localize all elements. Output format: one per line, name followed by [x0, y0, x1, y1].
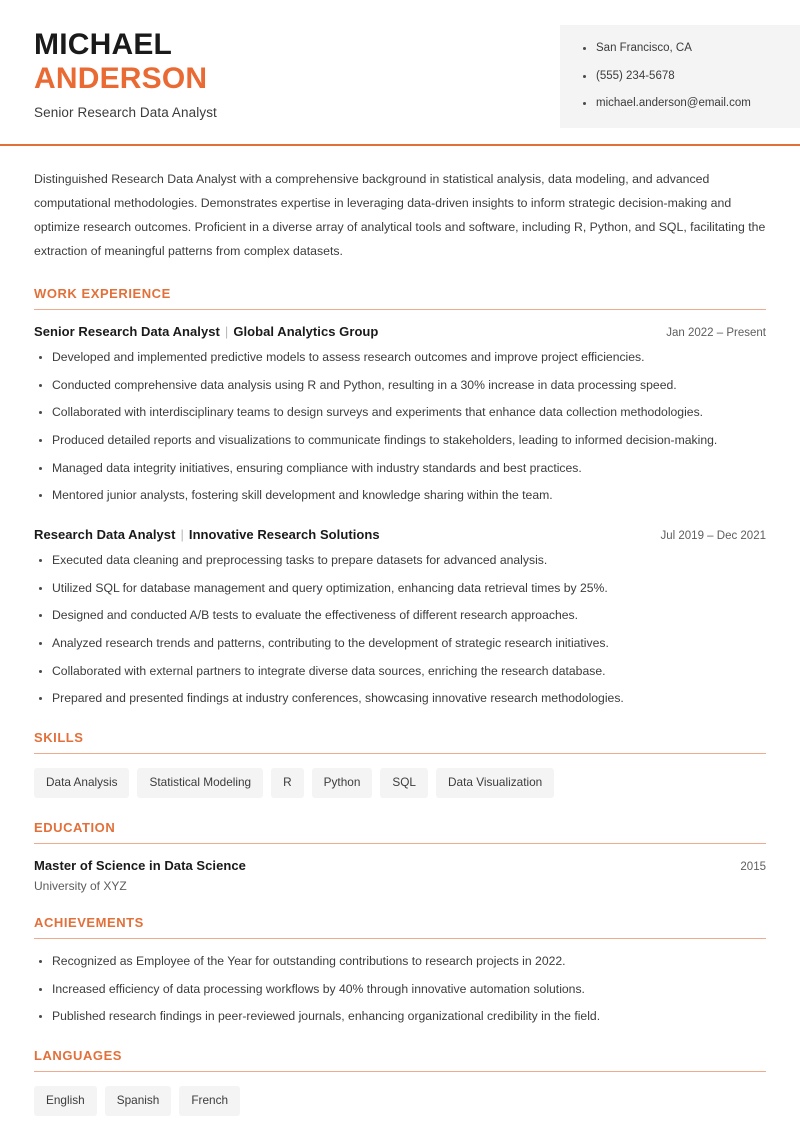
- skill-chip: SQL: [380, 768, 428, 798]
- skill-chip: Statistical Modeling: [137, 768, 263, 798]
- professional-headline: Senior Research Data Analyst: [34, 105, 217, 121]
- section-title-education: EDUCATION: [34, 819, 116, 835]
- section-title-achievements: ACHIEVEMENTS: [34, 914, 144, 930]
- section-divider: [34, 843, 766, 844]
- education-date: 2015: [740, 860, 766, 873]
- work-entry-bullets: [34, 552, 766, 708]
- list-item: Developed and implemented predictive models to assess research outcomes and improve project efficiencies.: [34, 349, 766, 367]
- work-entry: [34, 324, 766, 505]
- work-company: Innovative Research Solutions: [188, 527, 380, 542]
- contact-item-location: San Francisco, CA: [582, 41, 786, 57]
- resume-header: [0, 0, 800, 130]
- work-company: Global Analytics Group: [233, 323, 379, 339]
- section-achievements: [34, 915, 766, 1026]
- section-title-skills: SKILLS: [34, 730, 84, 746]
- work-entry-bullets: [34, 349, 766, 505]
- contact-item-phone[interactable]: (555) 234-5678: [582, 69, 786, 85]
- header-identity: [0, 26, 217, 120]
- section-divider: [34, 938, 766, 939]
- work-role: Research Data Analyst: [34, 527, 176, 542]
- section-divider: [34, 309, 766, 310]
- language-chip: Spanish: [105, 1086, 172, 1116]
- skill-chip: Data Analysis: [34, 768, 129, 798]
- contact-list: [582, 41, 786, 112]
- skill-chip: Python: [312, 768, 373, 798]
- list-item: Designed and conducted A/B tests to evaluate the effectiveness of different research approaches.: [34, 607, 766, 625]
- work-entry-title: [34, 324, 378, 339]
- work-entry-date: Jan 2022 – Present: [666, 326, 766, 339]
- work-entry: [34, 527, 766, 708]
- section-title-languages: LANGUAGES: [34, 1047, 123, 1063]
- achievements-list: [34, 953, 766, 1026]
- header-divider: [0, 144, 800, 146]
- title-separator: |: [224, 323, 229, 339]
- list-item: Collaborated with external partners to integrate diverse data sources, enriching the research database.: [34, 663, 766, 681]
- section-education: [34, 820, 766, 893]
- list-item: Published research findings in peer-reviewed journals, enhancing organizational credibility in the field.: [34, 1008, 766, 1026]
- last-name: ANDERSON: [34, 62, 208, 96]
- list-item: Recognized as Employee of the Year for outstanding contributions to research projects in 2022.: [34, 953, 766, 971]
- work-role: Senior Research Data Analyst: [34, 323, 220, 339]
- section-work-experience: [34, 286, 766, 708]
- section-divider: [34, 753, 766, 754]
- section-title-work-experience: WORK EXPERIENCE: [34, 285, 171, 301]
- work-entry-title: [34, 527, 380, 542]
- education-institution: University of XYZ: [34, 878, 127, 893]
- list-item: Analyzed research trends and patterns, contributing to the development of strategic research initiatives.: [34, 635, 766, 653]
- education-entry: [34, 858, 766, 893]
- work-entry-date: Jul 2019 – Dec 2021: [660, 530, 766, 542]
- list-item: Utilized SQL for database management and query optimization, enhancing data retrieval times by 25%.: [34, 580, 766, 598]
- list-item: Conducted comprehensive data analysis using R and Python, resulting in a 30% increase in data processing speed.: [34, 377, 766, 395]
- education-degree: Master of Science in Data Science: [34, 857, 246, 873]
- resume-body: [0, 168, 800, 1116]
- list-item: Managed data integrity initiatives, ensuring compliance with industry standards and best practices.: [34, 460, 766, 478]
- skill-chip: R: [271, 768, 304, 798]
- contact-item-email[interactable]: michael.anderson@email.com: [582, 96, 786, 112]
- section-languages: [34, 1048, 766, 1116]
- languages-chip-list: [34, 1086, 766, 1116]
- list-item: Executed data cleaning and preprocessing tasks to prepare datasets for advanced analysis.: [34, 552, 766, 570]
- skills-chip-list: [34, 768, 766, 798]
- section-skills: [34, 730, 766, 798]
- work-entry-header: [34, 324, 766, 339]
- list-item: Collaborated with interdisciplinary teams to design surveys and experiments that enhance data collection methodologies.: [34, 404, 766, 422]
- list-item: Mentored junior analysts, fostering skill development and knowledge sharing within the team.: [34, 487, 766, 505]
- list-item: Increased efficiency of data processing workflows by 40% through innovative automation solutions.: [34, 981, 766, 999]
- skill-chip: Data Visualization: [436, 768, 554, 798]
- contact-info-box: [560, 25, 800, 128]
- language-chip: English: [34, 1086, 97, 1116]
- language-chip: French: [179, 1086, 240, 1116]
- work-entry-header: [34, 527, 766, 542]
- list-item: Prepared and presented findings at industry conferences, showcasing innovative research methodologies.: [34, 690, 766, 708]
- education-entry-header: [34, 858, 766, 873]
- list-item: Produced detailed reports and visualizations to communicate findings to stakeholders, leading to informed decision-making.: [34, 432, 766, 450]
- section-divider: [34, 1071, 766, 1072]
- title-separator: |: [180, 527, 184, 542]
- full-name: [34, 28, 217, 62]
- first-name: MICHAEL: [34, 28, 173, 61]
- professional-summary: Distinguished Research Data Analyst with a comprehensive background in statistical analysis, data modeling, and advanced computational methodologies. Demonstrates expertise in leveraging data-driven insights to inform strategic decision-making and optimize research outcomes. Proficient in a diverse array of analytical tools and software, including R, Python, and SQL, facilitating the extraction of meaningful patterns from complex datasets.: [34, 172, 766, 258]
